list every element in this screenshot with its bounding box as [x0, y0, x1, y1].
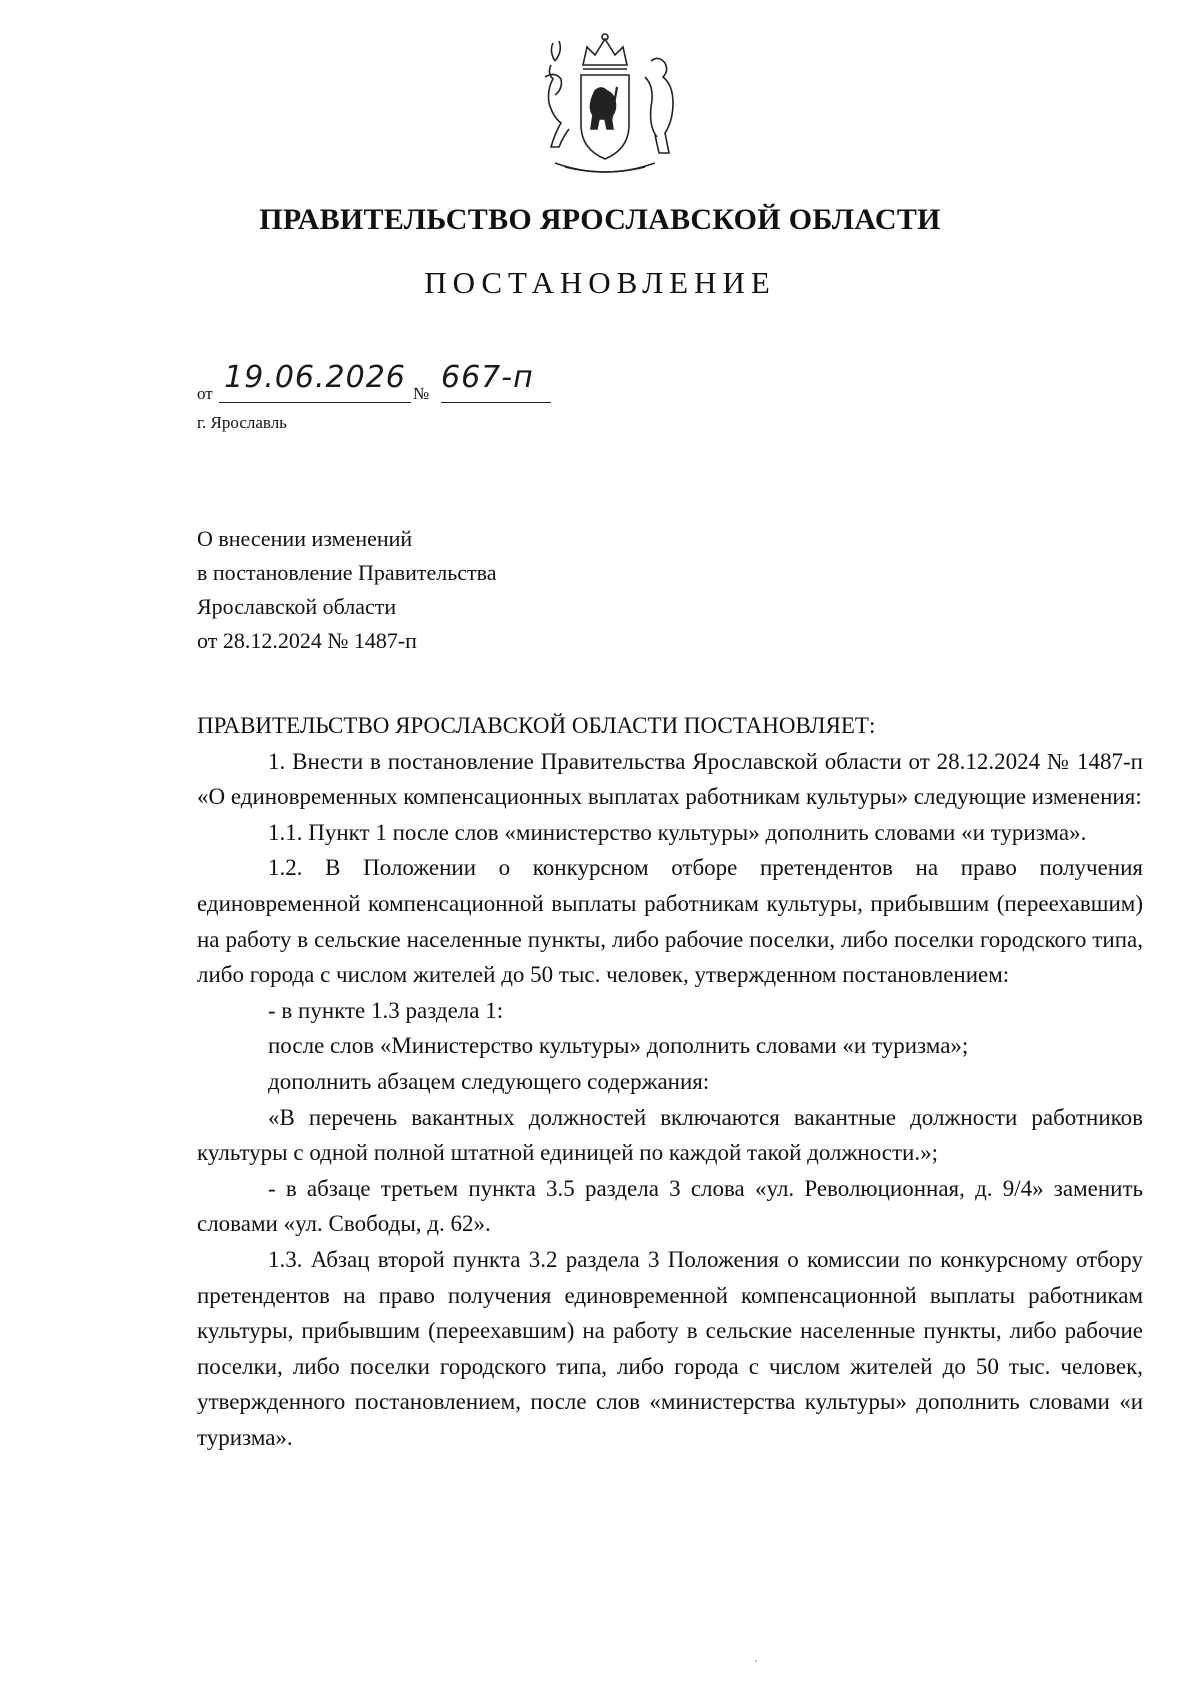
subject-block	[197, 522, 497, 658]
document-kind: ПОСТАНОВЛЕНИЕ	[424, 265, 776, 300]
number-label: №	[413, 384, 430, 403]
scan-speck	[755, 1660, 757, 1662]
body-paragraph: 1.3. Абзац второй пункта 3.2 раздела 3 Положения о комиссии по конкурсному отбору претендентов на право получения единовременной компенсационной выплаты работникам культуры, прибывшим (переехавшим) на работу в сельские населенные пункты, либо рабочие поселки, либо поселки городского типа, либо города с числом жителей до 50 тыс. человек, утвержденного постановлением, после слов «министерства культуры» дополнить словами «и туризма».	[197, 1246, 1143, 1450]
handwritten-number: 667-п	[441, 360, 534, 395]
date-underline	[219, 402, 411, 403]
body-paragraph: - в абзаце третьем пункта 3.5 раздела 3 слова «ул. Революционная, д. 9/4» заменить словами «ул. Свободы, д. 62».	[197, 1175, 1143, 1237]
body-paragraph: «В перечень вакантных должностей включаются вакантные должности работников культуры с одной полной штатной единицей по каждой такой должности.»;	[197, 1104, 1143, 1166]
subject-line: Ярославской области	[197, 594, 397, 619]
government-title: ПРАВИТЕЛЬСТВО ЯРОСЛАВСКОЙ ОБЛАСТИ	[259, 203, 941, 236]
from-label: от	[197, 384, 213, 403]
resolution-body	[197, 708, 1143, 1455]
body-paragraph: после слов «Министерство культуры» дополнить словами «и туризма»;	[268, 1033, 969, 1059]
resolution-lead: ПРАВИТЕЛЬСТВО ЯРОСЛАВСКОЙ ОБЛАСТИ ПОСТАНОВЛЯЕТ:	[197, 713, 876, 738]
body-paragraph: 1.2. В Положении о конкурсном отборе претендентов на право получения единовременной компенсационной выплаты работникам культуры, прибывшим (переехавшим) на работу в сельские населенные пункты, либо рабочие поселки, либо поселки городского типа, либо города с числом жителей до 50 тыс. человек, утвержденном постановлением:	[197, 855, 1143, 988]
yaroslavl-coat-of-arms-icon	[525, 25, 685, 185]
subject-line: от 28.12.2024 № 1487-п	[197, 628, 417, 653]
body-paragraph: - в пункте 1.3 раздела 1:	[268, 997, 504, 1023]
body-paragraph: 1. Внести в постановление Правительства Ярославской области от 28.12.2024 № 1487-п «О единовременных компенсационных выплатах работникам культуры» следующие изменения:	[197, 748, 1143, 810]
number-underline	[441, 402, 551, 403]
handwritten-date: 19.06.2026	[224, 360, 406, 395]
document-requisites	[197, 360, 617, 410]
subject-line: О внесении изменений	[197, 526, 413, 551]
subject-line: в постановление Правительства	[197, 560, 497, 585]
body-paragraph: 1.1. Пункт 1 после слов «министерство культуры» дополнить словами «и туризма».	[268, 819, 1087, 845]
body-paragraph: дополнить абзацем следующего содержания:	[268, 1068, 710, 1094]
city-label: г. Ярославль	[197, 413, 287, 432]
